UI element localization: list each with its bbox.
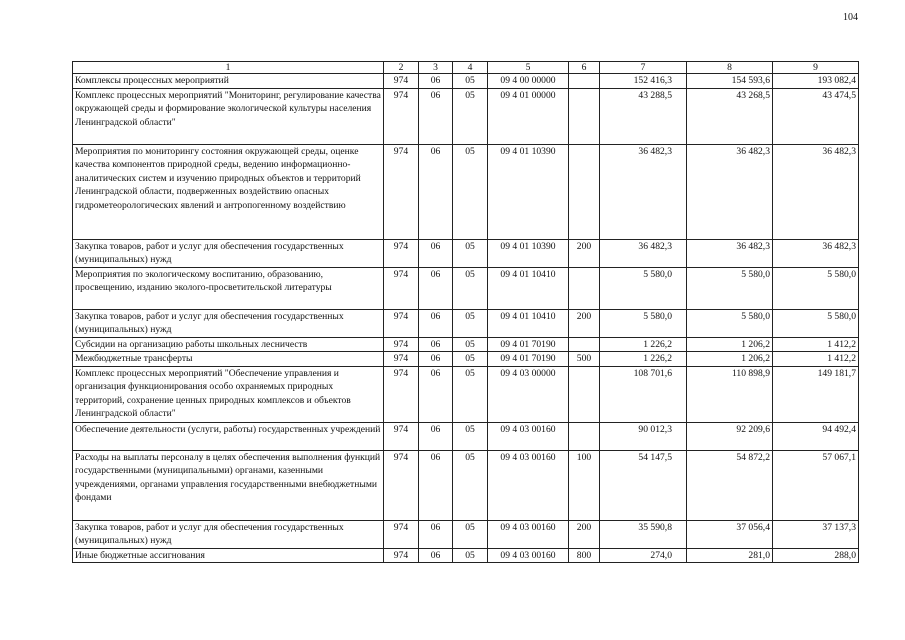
table-row: [73, 422, 859, 450]
row-subsection: 05: [453, 450, 488, 520]
row-section: 06: [419, 450, 453, 520]
row-expense-type: 200: [569, 309, 600, 337]
row-expense-type: 200: [569, 239, 600, 267]
row-target-code: 09 4 01 10410: [488, 267, 569, 309]
row-value-col8: 281,0: [687, 548, 773, 563]
row-grbs: 974: [384, 74, 419, 89]
row-value-col7: 1 226,2: [600, 352, 687, 367]
row-expense-type: [569, 366, 600, 422]
row-grbs: 974: [384, 239, 419, 267]
row-value-col7: 108 701,6: [600, 366, 687, 422]
row-value-col9: 36 482,3: [773, 239, 859, 267]
table-row: [73, 548, 859, 563]
row-value-col9: 1 412,2: [773, 352, 859, 367]
table-row: [73, 267, 859, 309]
row-grbs: 974: [384, 337, 419, 352]
row-subsection: 05: [453, 352, 488, 367]
row-value-col7: 1 226,2: [600, 337, 687, 352]
row-section: 06: [419, 88, 453, 144]
row-grbs: 974: [384, 548, 419, 563]
row-value-col9: 149 181,7: [773, 366, 859, 422]
row-target-code: 09 4 01 00000: [488, 88, 569, 144]
table-row: [73, 309, 859, 337]
table-row: [73, 352, 859, 367]
row-value-col9: 193 082,4: [773, 74, 859, 89]
row-subsection: 05: [453, 520, 488, 548]
budget-table: [72, 61, 859, 563]
row-target-code: 09 4 03 00160: [488, 450, 569, 520]
table-row: [73, 450, 859, 520]
table-row: [73, 520, 859, 548]
header-cell: 3: [419, 62, 453, 74]
row-value-col7: 274,0: [600, 548, 687, 563]
row-value-col8: 154 593,6: [687, 74, 773, 89]
row-value-col7: 43 288,5: [600, 88, 687, 144]
header-cell: 7: [600, 62, 687, 74]
row-value-col8: 37 056,4: [687, 520, 773, 548]
row-value-col7: 5 580,0: [600, 267, 687, 309]
header-cell: 8: [687, 62, 773, 74]
row-value-col7: 35 590,8: [600, 520, 687, 548]
table-row: [73, 239, 859, 267]
row-section: 06: [419, 548, 453, 563]
row-subsection: 05: [453, 74, 488, 89]
row-section: 06: [419, 267, 453, 309]
row-subsection: 05: [453, 144, 488, 239]
row-name: Закупка товаров, работ и услуг для обеспечения государственных (муниципальных) нужд: [73, 309, 384, 337]
row-expense-type: [569, 267, 600, 309]
row-value-col9: 5 580,0: [773, 267, 859, 309]
row-value-col7: 90 012,3: [600, 422, 687, 450]
header-cell: 4: [453, 62, 488, 74]
row-name: Иные бюджетные ассигнования: [73, 548, 384, 563]
row-value-col9: 94 492,4: [773, 422, 859, 450]
row-value-col7: 36 482,3: [600, 239, 687, 267]
table-row: [73, 74, 859, 89]
row-name: Комплекс процессных мероприятий "Обеспечение управления и организация функционирования особо охраняемых природных территорий, сохранение ценных природных комплексов и объектов Ленинградской области": [73, 366, 384, 422]
row-value-col8: 43 268,5: [687, 88, 773, 144]
row-value-col9: 288,0: [773, 548, 859, 563]
row-subsection: 05: [453, 422, 488, 450]
row-value-col9: 43 474,5: [773, 88, 859, 144]
header-cell: 5: [488, 62, 569, 74]
row-name: Межбюджетные трансферты: [73, 352, 384, 367]
table-row: [73, 337, 859, 352]
table-header-row: [73, 62, 859, 74]
row-subsection: 05: [453, 337, 488, 352]
row-value-col7: 54 147,5: [600, 450, 687, 520]
row-expense-type: [569, 422, 600, 450]
row-name: Комплексы процессных мероприятий: [73, 74, 384, 89]
header-cell: 6: [569, 62, 600, 74]
page-number: 104: [843, 12, 858, 23]
row-value-col7: 36 482,3: [600, 144, 687, 239]
row-name: Расходы на выплаты персоналу в целях обеспечения выполнения функций государственными (муниципальными) органами, казенными учреждениями, органами управления государственными внебюджетными фондами: [73, 450, 384, 520]
row-subsection: 05: [453, 309, 488, 337]
row-target-code: 09 4 01 10390: [488, 144, 569, 239]
header-cell: 9: [773, 62, 859, 74]
row-target-code: 09 4 03 00160: [488, 520, 569, 548]
row-grbs: 974: [384, 309, 419, 337]
row-section: 06: [419, 520, 453, 548]
row-value-col9: 37 137,3: [773, 520, 859, 548]
row-name: Закупка товаров, работ и услуг для обеспечения государственных (муниципальных) нужд: [73, 239, 384, 267]
row-target-code: 09 4 03 00160: [488, 422, 569, 450]
row-target-code: 09 4 00 00000: [488, 74, 569, 89]
table-row: [73, 88, 859, 144]
row-expense-type: [569, 88, 600, 144]
row-name: Мероприятия по мониторингу состояния окружающей среды, оценке качества компонентов природной среды, ведению информационно-аналитических систем и изучению природных объектов и территорий Ленинградской области, подверженных воздействию опасных гидрометеорологических явлений и антропогенному воздействию: [73, 144, 384, 239]
row-expense-type: [569, 74, 600, 89]
row-target-code: 09 4 03 00160: [488, 548, 569, 563]
row-value-col7: 152 416,3: [600, 74, 687, 89]
row-name: Обеспечение деятельности (услуги, работы) государственных учреждений: [73, 422, 384, 450]
row-target-code: 09 4 01 70190: [488, 337, 569, 352]
row-value-col8: 5 580,0: [687, 309, 773, 337]
row-section: 06: [419, 309, 453, 337]
row-value-col9: 57 067,1: [773, 450, 859, 520]
row-target-code: 09 4 01 10390: [488, 239, 569, 267]
row-name: Закупка товаров, работ и услуг для обеспечения государственных (муниципальных) нужд: [73, 520, 384, 548]
row-expense-type: [569, 337, 600, 352]
row-section: 06: [419, 239, 453, 267]
row-target-code: 09 4 01 10410: [488, 309, 569, 337]
row-section: 06: [419, 337, 453, 352]
row-name: Комплекс процессных мероприятий "Мониторинг, регулирование качества окружающей среды и формирование экологической культуры населения Ленинградской области": [73, 88, 384, 144]
table-row: [73, 366, 859, 422]
row-value-col8: 92 209,6: [687, 422, 773, 450]
row-expense-type: 500: [569, 352, 600, 367]
row-name: Субсидии на организацию работы школьных лесничеств: [73, 337, 384, 352]
row-value-col7: 5 580,0: [600, 309, 687, 337]
header-cell: 2: [384, 62, 419, 74]
row-section: 06: [419, 144, 453, 239]
row-grbs: 974: [384, 88, 419, 144]
row-value-col8: 1 206,2: [687, 337, 773, 352]
row-expense-type: 200: [569, 520, 600, 548]
row-grbs: 974: [384, 352, 419, 367]
row-section: 06: [419, 366, 453, 422]
row-value-col8: 36 482,3: [687, 239, 773, 267]
row-section: 06: [419, 352, 453, 367]
row-subsection: 05: [453, 366, 488, 422]
row-subsection: 05: [453, 239, 488, 267]
row-expense-type: [569, 144, 600, 239]
row-target-code: 09 4 01 70190: [488, 352, 569, 367]
row-value-col9: 5 580,0: [773, 309, 859, 337]
row-value-col8: 54 872,2: [687, 450, 773, 520]
row-value-col8: 5 580,0: [687, 267, 773, 309]
row-subsection: 05: [453, 88, 488, 144]
row-grbs: 974: [384, 366, 419, 422]
row-target-code: 09 4 03 00000: [488, 366, 569, 422]
header-cell: 1: [73, 62, 384, 74]
row-expense-type: 800: [569, 548, 600, 563]
row-grbs: 974: [384, 520, 419, 548]
row-expense-type: 100: [569, 450, 600, 520]
row-value-col8: 36 482,3: [687, 144, 773, 239]
row-subsection: 05: [453, 267, 488, 309]
row-section: 06: [419, 422, 453, 450]
row-value-col8: 1 206,2: [687, 352, 773, 367]
row-name: Мероприятия по экологическому воспитанию, образованию, просвещению, изданию эколого-просветительской литературы: [73, 267, 384, 309]
row-value-col9: 36 482,3: [773, 144, 859, 239]
row-grbs: 974: [384, 267, 419, 309]
row-grbs: 974: [384, 144, 419, 239]
row-value-col8: 110 898,9: [687, 366, 773, 422]
row-subsection: 05: [453, 548, 488, 563]
row-grbs: 974: [384, 422, 419, 450]
table-row: [73, 144, 859, 239]
row-grbs: 974: [384, 450, 419, 520]
row-section: 06: [419, 74, 453, 89]
row-value-col9: 1 412,2: [773, 337, 859, 352]
